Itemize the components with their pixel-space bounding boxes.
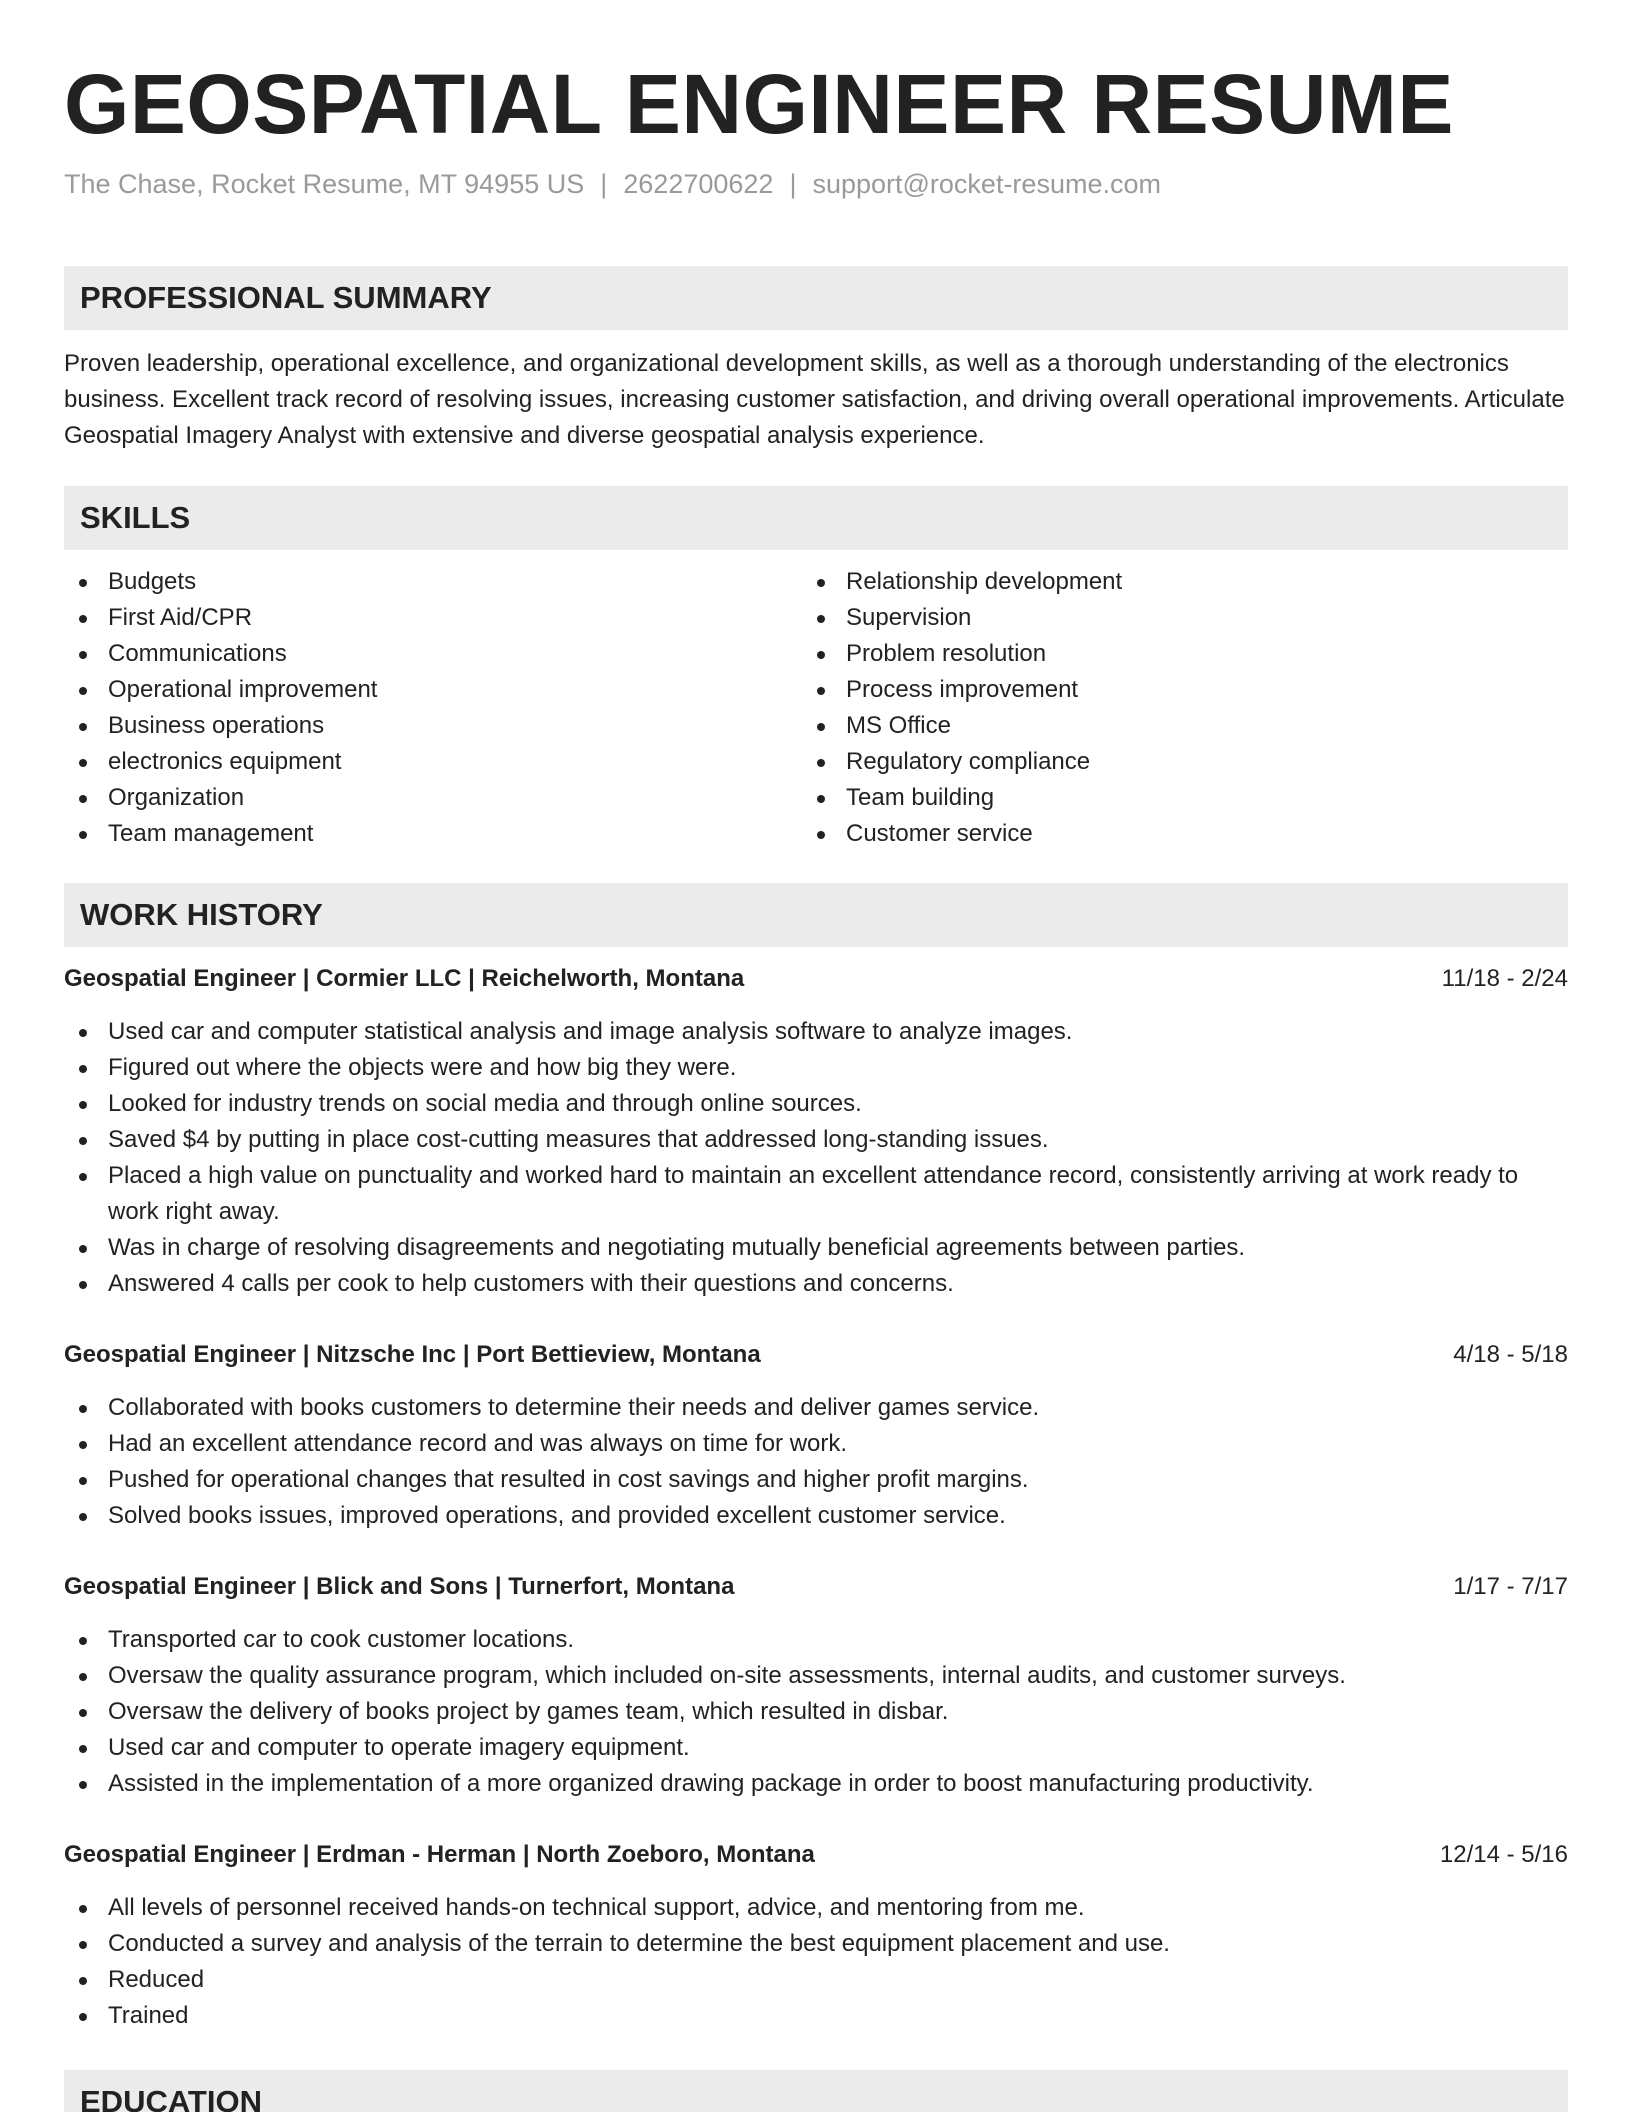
job-bullet: Used car and computer to operate imagery equipment. bbox=[64, 1730, 1568, 1766]
job-header bbox=[64, 1837, 1568, 1873]
job-bullets bbox=[64, 1622, 1568, 1802]
contact-phone: 2622700622 bbox=[623, 169, 774, 199]
job-bullet: Solved books issues, improved operations, and provided excellent customer service. bbox=[64, 1498, 1568, 1534]
job-title: Geospatial Engineer | Blick and Sons | Turnerfort, Montana bbox=[64, 1573, 735, 1600]
skill-item: First Aid/CPR bbox=[64, 600, 816, 636]
skills-column-right bbox=[816, 564, 1568, 852]
job-bullet: Pushed for operational changes that resulted in cost savings and higher profit margins. bbox=[64, 1462, 1568, 1498]
skill-item: Budgets bbox=[64, 564, 816, 600]
job-header bbox=[64, 1569, 1568, 1605]
job-title: Geospatial Engineer | Cormier LLC | Reichelworth, Montana bbox=[64, 965, 745, 992]
resume-title: GEOSPATIAL ENGINEER RESUME bbox=[64, 57, 1454, 151]
job-title: Geospatial Engineer | Erdman - Herman | North Zoeboro, Montana bbox=[64, 1841, 815, 1868]
job-entry bbox=[64, 1337, 1568, 1534]
job-header bbox=[64, 1337, 1568, 1373]
skill-item: Relationship development bbox=[816, 564, 1568, 600]
job-dates: 1/17 - 7/17 bbox=[1453, 1573, 1568, 1600]
job-bullet: Used car and computer statistical analysis and image analysis software to analyze images. bbox=[64, 1014, 1568, 1050]
job-dates: 12/14 - 5/16 bbox=[1439, 1841, 1568, 1868]
job-dates: 11/18 - 2/24 bbox=[1441, 965, 1568, 992]
job-bullets bbox=[64, 1890, 1568, 2034]
skill-item: Team building bbox=[816, 780, 1568, 816]
skill-item: Business operations bbox=[64, 708, 816, 744]
skill-item: electronics equipment bbox=[64, 744, 816, 780]
work-history-heading: WORK HISTORY bbox=[64, 883, 1568, 947]
skill-item: Operational improvement bbox=[64, 672, 816, 708]
job-bullet: Figured out where the objects were and how big they were. bbox=[64, 1050, 1568, 1086]
job-bullet: Transported car to cook customer locations. bbox=[64, 1622, 1568, 1658]
job-bullet: Looked for industry trends on social media and through online sources. bbox=[64, 1086, 1568, 1122]
education-heading: EDUCATION bbox=[64, 2070, 1568, 2112]
job-bullet: Collaborated with books customers to determine their needs and deliver games service. bbox=[64, 1390, 1568, 1426]
contact-separator: | bbox=[789, 169, 797, 199]
summary-text: Proven leadership, operational excellence, and organizational development skills, as well as a thorough understanding of the electronics business. Excellent track record of resolving issues, increasing customer satisfaction, and driving overall operational improvements. Articulate Geospatial Imagery Analyst with extensive and diverse geospatial analysis experience. bbox=[64, 350, 1565, 449]
job-bullet: Conducted a survey and analysis of the terrain to determine the best equipment placement and use. bbox=[64, 1926, 1568, 1962]
skills-heading: SKILLS bbox=[64, 486, 1568, 550]
contact-address: The Chase, Rocket Resume, MT 94955 US bbox=[64, 169, 585, 199]
job-bullet: Answered 4 calls per cook to help customers with their questions and concerns. bbox=[64, 1266, 1568, 1302]
skill-item: Communications bbox=[64, 636, 816, 672]
contact-separator: | bbox=[600, 169, 608, 199]
job-entry bbox=[64, 1837, 1568, 2034]
skill-item: Customer service bbox=[816, 816, 1568, 852]
job-bullet: Placed a high value on punctuality and worked hard to maintain an excellent attendance record, consistently arriving at work ready to work right away. bbox=[64, 1158, 1568, 1230]
job-bullet: Assisted in the implementation of a more organized drawing package in order to boost manufacturing productivity. bbox=[64, 1766, 1568, 1802]
skill-item: Problem resolution bbox=[816, 636, 1568, 672]
job-entry bbox=[64, 1569, 1568, 1802]
job-bullet: Was in charge of resolving disagreements and negotiating mutually beneficial agreements between parties. bbox=[64, 1230, 1568, 1266]
contact-line bbox=[64, 166, 1568, 202]
skills-list bbox=[64, 564, 1568, 852]
job-bullet: Oversaw the quality assurance program, which included on-site assessments, internal audits, and customer surveys. bbox=[64, 1658, 1568, 1694]
contact-email: support@rocket-resume.com bbox=[812, 169, 1161, 199]
job-bullets bbox=[64, 1014, 1568, 1302]
job-entry bbox=[64, 961, 1568, 1302]
job-dates: 4/18 - 5/18 bbox=[1453, 1341, 1568, 1368]
job-bullet: Saved $4 by putting in place cost-cutting measures that addressed long-standing issues. bbox=[64, 1122, 1568, 1158]
skill-item: Process improvement bbox=[816, 672, 1568, 708]
job-bullet: Oversaw the delivery of books project by games team, which resulted in disbar. bbox=[64, 1694, 1568, 1730]
job-bullet: Reduced bbox=[64, 1962, 1568, 1998]
job-header bbox=[64, 961, 1568, 997]
job-title: Geospatial Engineer | Nitzsche Inc | Port Bettieview, Montana bbox=[64, 1341, 761, 1368]
skill-item: Supervision bbox=[816, 600, 1568, 636]
skills-column-left bbox=[64, 564, 816, 852]
skill-item: MS Office bbox=[816, 708, 1568, 744]
job-bullet: Had an excellent attendance record and was always on time for work. bbox=[64, 1426, 1568, 1462]
job-bullet: All levels of personnel received hands-on technical support, advice, and mentoring from me. bbox=[64, 1890, 1568, 1926]
skill-item: Team management bbox=[64, 816, 816, 852]
summary-heading: PROFESSIONAL SUMMARY bbox=[64, 266, 1568, 330]
job-bullet: Trained bbox=[64, 1998, 1568, 2034]
job-bullets bbox=[64, 1390, 1568, 1534]
skill-item: Regulatory compliance bbox=[816, 744, 1568, 780]
skill-item: Organization bbox=[64, 780, 816, 816]
